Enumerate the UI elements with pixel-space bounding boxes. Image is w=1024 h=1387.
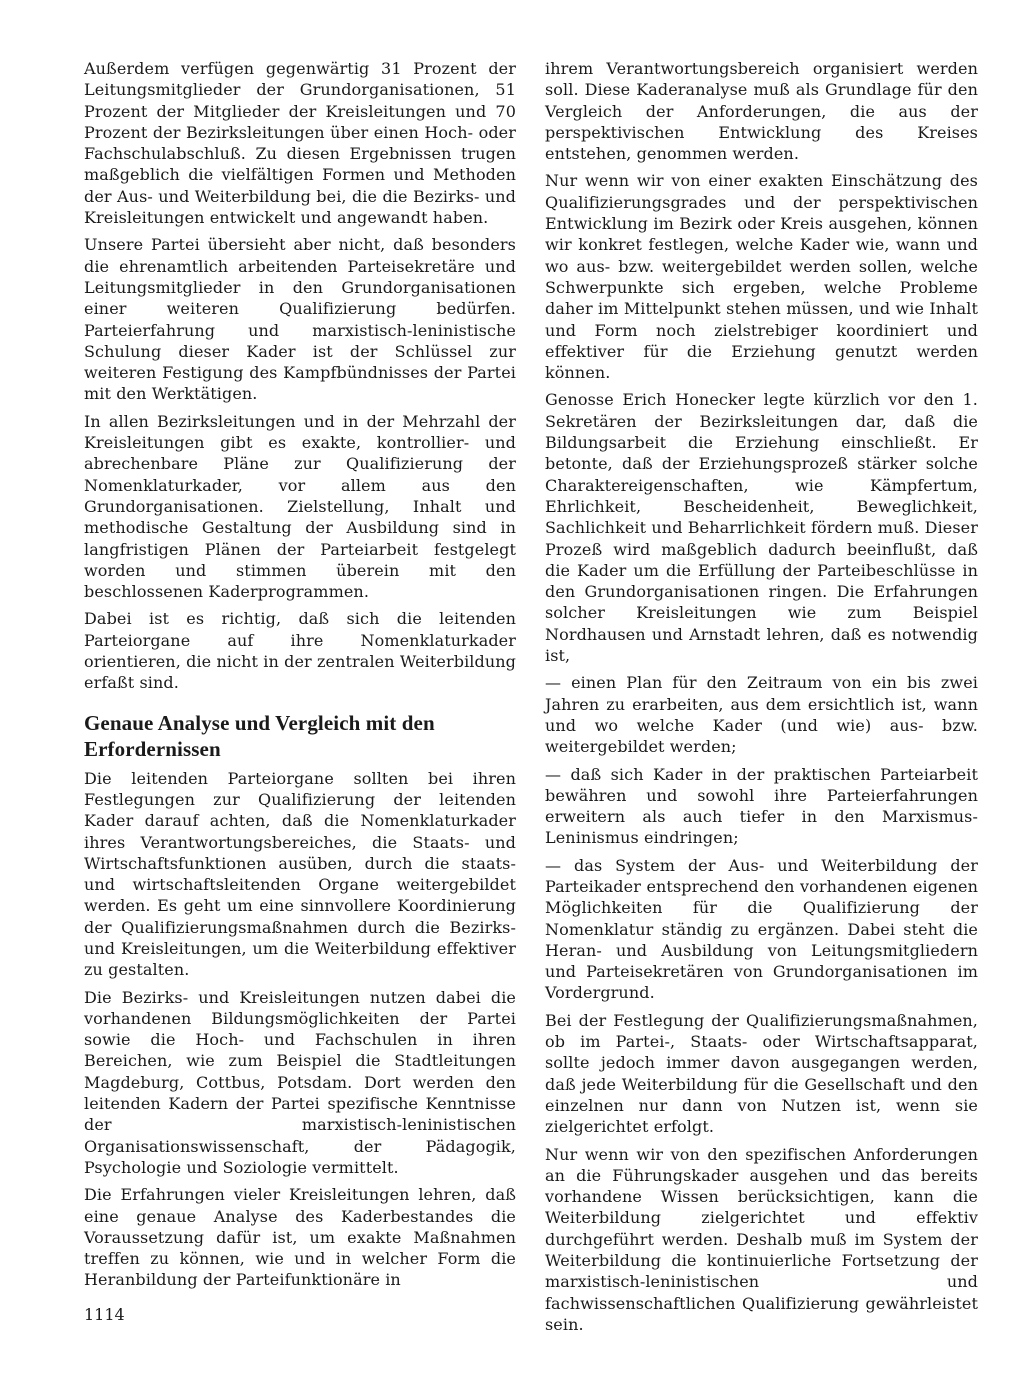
- paragraph: Nur wenn wir von einer exakten Einschätzung des Qualifizierungsgrades und der perspektivischen Entwicklung im Bezirk oder Kreis ausgehen, können wir konkret festlegen, welche Kader wie, wann und wo aus- bzw. weitergebildet werden sollen, welche Schwerpunkte sich ergeben, welche Probleme daher im Mittelpunkt stehen müssen, und wie Inhalt und Form noch zielstrebiger koordiniert und effektiver für die Erziehung genutzt werden können.: [545, 171, 978, 383]
- paragraph: Genosse Erich Honecker legte kürzlich vor den 1. Sekretären der Bezirksleitungen dar, daß die Bildungsarbeit die Erziehung einschließt. Er betonte, daß der Erziehungsprozeß stärker solche Charaktereigenschaften, wie Kämpfertum, Ehrlichkeit, Bescheidenheit, Beweglichkeit, Sachlichkeit und Beharrlichkeit fördern muß. Dieser Prozeß wird maßgeblich dadurch beeinflußt, daß die Kader um die Erfüllung der Parteibeschlüsse in den Grundorganisationen ringen. Die Erfahrungen solcher Kreisleitungen wie zum Beispiel Nordhausen und Arnstadt lehren, daß es notwendig ist,: [545, 390, 978, 666]
- page-number: 1114: [84, 1305, 125, 1324]
- paragraph: Die Erfahrungen vieler Kreisleitungen lehren, daß eine genaue Analyse des Kaderbestandes die Voraussetzung dafür ist, um exakte Maßnahmen treffen zu können, wie und in welcher Form die Heranbildung der Parteifunktionäre in: [84, 1185, 516, 1290]
- paragraph: Bei der Festlegung der Qualifizierungsmaßnahmen, ob im Partei-, Staats- oder Wirtschaftsapparat, sollte jedoch immer davon ausgegangen werden, daß jede Weiterbildung für die Gesellschaft und den einzelnen nur dann von Nutzen ist, wenn sie zielgerichtet erfolgt.: [545, 1010, 978, 1137]
- paragraph: Nur wenn wir von den spezifischen Anforderungen an die Führungskader ausgehen und das bereits vorhandene Wissen berücksichtigen, kann die Weiterbildung zielgerichtet und effektiv durchgeführt werden. Deshalb muß im System der Weiterbildung die kontinuierliche Fortsetzung der marxistisch-leninistischen und fachwissenschaftlichen Qualifizierung gewährleistet sein.: [545, 1144, 978, 1334]
- paragraph: Dabei ist es richtig, daß sich die leitenden Parteiorgane auf ihre Nomenklaturkader orientieren, die nicht in der zentralen Weiterbildung erfaßt sind.: [84, 609, 516, 693]
- paragraph: Die Bezirks- und Kreisleitungen nutzen dabei die vorhandenen Bildungsmöglichkeiten der Partei sowie die Hoch- und Fachschulen in ihren Bereichen, wie zum Beispiel die Stadtleitungen Magdeburg, Cottbus, Potsdam. Dort werden den leitenden Kadern der Partei spezifische Kenntnisse der marxistisch-leninistischen Organisationswissenschaft, der Pädagogik, Psychologie und Soziologie vermittelt.: [84, 987, 516, 1177]
- list-item: — daß sich Kader in der praktischen Parteiarbeit bewähren und sowohl ihre Parteierfahrungen erweitern als auch tiefer in den Marxismus-Leninismus eindringen;: [545, 764, 978, 848]
- list-item: — einen Plan für den Zeitraum von ein bis zwei Jahren zu erarbeiten, aus dem ersichtlich ist, wann und wo welche Kader (und wie) aus- bzw. weitergebildet werden;: [545, 673, 978, 757]
- left-column: [84, 58, 516, 1297]
- paragraph: Unsere Partei übersieht aber nicht, daß besonders die ehrenamtlich arbeitenden Parteisekretäre und Leitungsmitglieder in den Grundorganisationen einer weiteren Qualifizierung bedürfen. Parteierfahrung und marxistisch-leninistische Schulung dieser Kader ist der Schlüssel zur weiteren Festigung des Kampfbündnisses der Partei mit den Werktätigen.: [84, 235, 516, 404]
- paragraph: ihrem Verantwortungsbereich organisiert werden soll. Diese Kaderanalyse muß als Grundlage für den Vergleich der Anforderungen, die aus der perspektivischen Entwicklung des Kreises entstehen, genommen werden.: [545, 59, 978, 164]
- paragraph: Die leitenden Parteiorgane sollten bei ihren Festlegungen zur Qualifizierung der leitenden Kader darauf achten, daß die Nomenklaturkader ihres Verantwortungsbereiches, die Staats- und Wirtschaftsfunktionen ausüben, durch die staats- und wirtschaftsleitenden Organe weitergebildet werden. Es geht um eine sinnvollere Koordinierung der Qualifizierungsmaßnahmen durch die Bezirks- und Kreisleitungen, um die Weiterbildung effektiver zu gestalten.: [84, 768, 516, 980]
- right-column: [545, 58, 978, 1341]
- paragraph: Außerdem verfügen gegenwärtig 31 Prozent der Leitungsmitglieder der Grundorganisationen, 51 Prozent der Mitglieder der Kreisleitungen und 70 Prozent der Bezirksleitungen über einen Hoch- oder Fachschulabschluß. Zu diesen Ergebnissen trugen maßgeblich die vielfältigen Formen und Methoden der Aus- und Weiterbildung bei, die die Bezirks- und Kreisleitungen entwickelt und angewandt haben.: [84, 59, 516, 228]
- list-item: — das System der Aus- und Weiterbildung der Parteikader entsprechend den vorhandenen eigenen Möglichkeiten für die Qualifizierung der Nomenklatur ständig zu ergänzen. Dabei steht die Heran- und Ausbildung von Leitungsmitgliedern und Parteisekretären von Grundorganisationen im Vordergrund.: [545, 855, 978, 1003]
- section-heading: Genaue Analyse und Vergleich mit den Erfordernissen: [84, 710, 435, 761]
- paragraph: In allen Bezirksleitungen und in der Mehrzahl der Kreisleitungen gibt es exakte, kontrollier- und abrechenbare Pläne zur Qualifizierung der Nomenklaturkader, vor allem aus den Grundorganisationen. Zielstellung, Inhalt und methodische Gestaltung der Ausbildung sind in langfristigen Plänen der Parteiarbeit festgelegt worden und stimmen überein mit den beschlossenen Kaderprogrammen.: [84, 411, 516, 602]
